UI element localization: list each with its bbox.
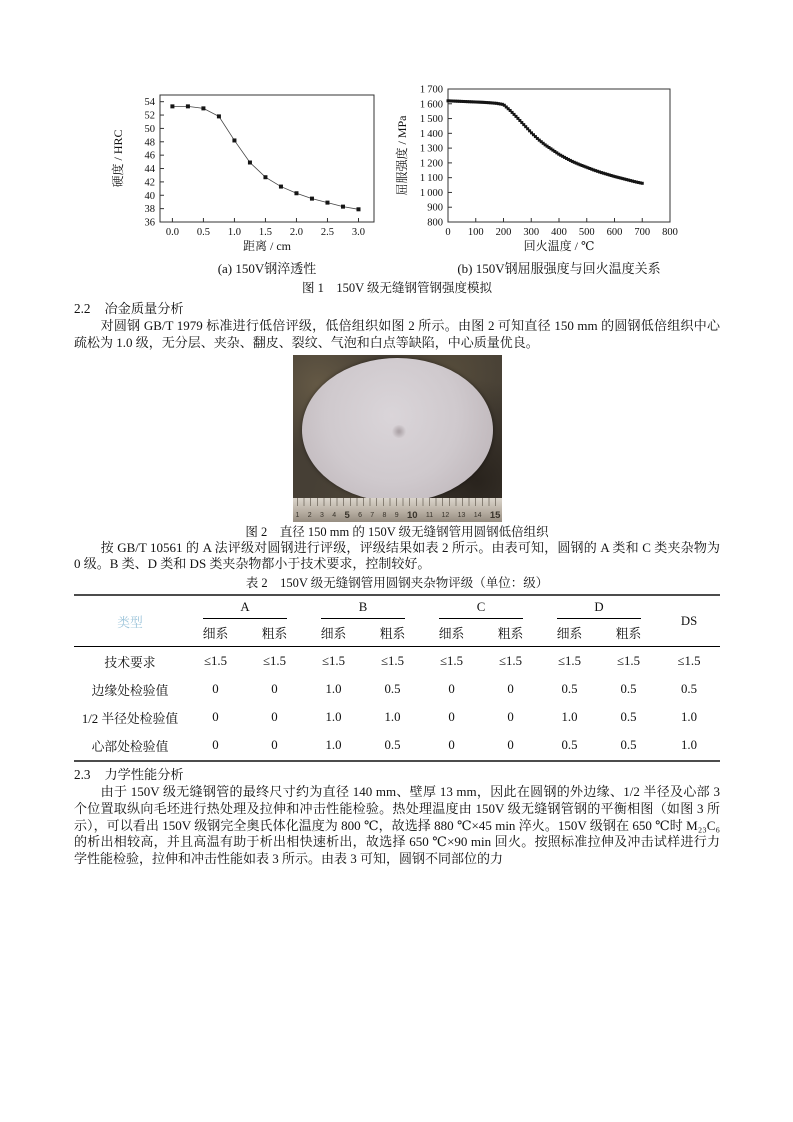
svg-text:48: 48	[144, 137, 155, 149]
svg-text:700: 700	[634, 227, 651, 238]
section-title: 力学性能分析	[104, 766, 184, 782]
yield-strength-chart	[394, 84, 684, 262]
svg-text:1.0: 1.0	[227, 227, 241, 238]
cell: 0.5	[620, 738, 637, 753]
row-label: 心部处检验值	[91, 740, 169, 755]
table-row	[74, 704, 720, 732]
ruler-tick-marks	[297, 498, 498, 506]
svg-text:38: 38	[144, 204, 155, 216]
ruler-number: 7	[370, 511, 375, 519]
cell: ≤1.5	[499, 653, 523, 668]
chart-b-wrap	[394, 84, 684, 276]
svg-text:900: 900	[427, 202, 443, 214]
svg-text:3.0: 3.0	[351, 227, 366, 238]
cell: 1.0	[561, 710, 578, 725]
section-number: 2.3	[74, 766, 91, 782]
svg-text:1 700: 1 700	[419, 84, 443, 96]
cell: 0.5	[384, 681, 401, 696]
subheader: 细系	[186, 619, 245, 647]
svg-text:1.5: 1.5	[258, 227, 273, 238]
cell: 1.0	[384, 710, 401, 725]
subheader: 细系	[540, 619, 599, 647]
column-header-type: 类型	[74, 595, 186, 647]
cell: 0	[507, 710, 514, 725]
table-row	[74, 732, 720, 761]
cell: 0.5	[681, 681, 698, 696]
svg-text:42: 42	[144, 177, 155, 189]
ruler-number: 5	[344, 509, 350, 521]
subheader: 粗系	[599, 619, 658, 647]
cell: 0	[448, 738, 455, 753]
cell: ≤1.5	[617, 653, 641, 668]
svg-text:500: 500	[578, 227, 595, 238]
cell: 0	[271, 681, 278, 696]
hardenability-chart	[110, 90, 390, 262]
subheader: 细系	[422, 619, 481, 647]
cell: 1.0	[681, 738, 698, 753]
table-row	[74, 647, 720, 676]
ruler-number: 6	[358, 511, 362, 519]
page-content	[74, 0, 720, 868]
svg-text:800: 800	[662, 227, 678, 238]
figure1-caption: 图 1 150V 级无缝钢管钢强度模拟	[301, 281, 493, 295]
column-group-C: C	[422, 595, 540, 619]
cell: 0	[507, 738, 514, 753]
column-group-B: B	[304, 595, 422, 619]
column-group-D: D	[540, 595, 658, 619]
ruler-numbers	[296, 510, 501, 521]
ruler-number: 9	[394, 511, 399, 519]
ruler-number: 13	[457, 511, 466, 519]
cell: 1.0	[325, 710, 342, 725]
cell: ≤1.5	[262, 653, 287, 668]
table2-caption: 表 2 150V 级无缝钢管用圆钢夹杂物评级（单位：级）	[245, 576, 549, 591]
svg-text:36: 36	[144, 217, 155, 229]
svg-text:40: 40	[144, 190, 155, 202]
column-header-DS: DS	[658, 595, 720, 647]
svg-text:1 400: 1 400	[419, 128, 443, 140]
svg-text:200: 200	[495, 227, 512, 238]
ruler-number: 3	[319, 511, 324, 519]
svg-text:400: 400	[551, 227, 567, 238]
subheader: 细系	[304, 619, 363, 647]
subheader: 粗系	[481, 619, 540, 647]
cell: 0	[271, 710, 278, 725]
cell: 0	[212, 710, 219, 725]
cell: ≤1.5	[558, 653, 582, 668]
column-group-A: A	[186, 595, 304, 619]
cell: ≤1.5	[203, 653, 228, 668]
svg-text:0.0: 0.0	[165, 227, 179, 238]
svg-text:硬度 / HRC: 硬度 / HRC	[111, 129, 125, 188]
ruler-number: 4	[332, 511, 337, 519]
section-heading-2-2	[74, 300, 720, 317]
svg-text:100: 100	[467, 227, 484, 238]
row-label: 技术要求	[104, 655, 156, 670]
ruler-number: 10	[407, 509, 418, 521]
svg-text:800: 800	[427, 217, 443, 229]
svg-text:2.0: 2.0	[289, 227, 304, 238]
cell: 0.5	[620, 710, 637, 725]
cell: 0	[212, 738, 219, 753]
ruler-number: 8	[382, 511, 387, 519]
svg-text:2.5: 2.5	[320, 227, 335, 238]
svg-text:52: 52	[144, 110, 155, 122]
cell: 0.5	[561, 738, 578, 753]
svg-text:50: 50	[144, 123, 155, 135]
svg-text:44: 44	[144, 164, 155, 176]
ruler-number: 12	[441, 511, 450, 519]
chart-b-caption: (b) 150V钢屈服强度与回火温度关系	[457, 261, 661, 276]
subheader: 粗系	[245, 619, 304, 647]
section-number: 2.2	[74, 301, 91, 316]
paragraph-inclusion-rating: 按 GB/T 10561 的 A 法评级对圆钢进行评级，评级结果如表 2 所示。由表可知，圆钢的 A 类和 C 类夹杂物为 0 级。B 类、D 类和 DS 类夹杂物都小于技术要求，控制较好。	[74, 539, 720, 572]
svg-text:1 300: 1 300	[419, 143, 443, 155]
macrostructure-photo	[293, 355, 502, 522]
svg-text:1 100: 1 100	[419, 173, 443, 185]
cell: 0	[448, 681, 455, 696]
cell: 0.5	[384, 738, 401, 753]
cell: 0	[448, 710, 455, 725]
row-label: 1/2 半径处检验值	[81, 712, 179, 727]
cell: 1.0	[325, 681, 342, 696]
ruler	[293, 498, 502, 522]
svg-text:0.5: 0.5	[196, 227, 210, 238]
svg-text:46: 46	[144, 150, 155, 162]
ruler-number: 15	[489, 509, 501, 521]
cell: 0	[507, 681, 514, 696]
table-header-row-groups	[74, 595, 720, 619]
disc-center-mark	[391, 425, 407, 438]
svg-text:1 000: 1 000	[419, 187, 443, 199]
cell: 0	[212, 681, 219, 696]
cell: 1.0	[325, 738, 342, 753]
cell: ≤1.5	[440, 653, 464, 668]
svg-text:1 600: 1 600	[419, 99, 443, 111]
section-title: 冶金质量分析	[104, 301, 184, 316]
svg-text:1 500: 1 500	[419, 114, 443, 126]
svg-text:300: 300	[523, 227, 540, 238]
cell: ≤1.5	[677, 653, 701, 668]
svg-text:0: 0	[445, 227, 451, 238]
inclusion-rating-table	[74, 594, 720, 762]
cell: 1.0	[681, 710, 698, 725]
cell: ≤1.5	[321, 653, 346, 668]
figure1-block	[74, 0, 720, 296]
ruler-number: 14	[473, 511, 482, 519]
paragraph-macrostructure: 对圆钢 GB/T 1979 标准进行低倍评级，低倍组织如图 2 所示。由图 2 可知直径 150 mm 的圆钢低倍组织中心疏松为 1.0 级，无分层、夹杂、翻皮、裂纹、气泡和白点等缺陷，中心质量优良。	[74, 318, 720, 350]
table-row	[74, 675, 720, 703]
subheader: 粗系	[363, 619, 422, 647]
figure2-caption: 图 2 直径 150 mm 的 150V 级无缝钢管用圆钢低倍组织	[245, 524, 549, 539]
svg-text:54: 54	[144, 97, 155, 109]
paragraph-mechanical-properties: 由于 150V 级无缝钢管的最终尺寸约为直径 140 mm、壁厚 13 mm，因此在圆钢的外边缘、1/2 半径及心部 3 个位置取纵向毛坯进行热处理及拉伸和冲击性能检验。热处理温度由 150V 级无缝钢管钢的平衡相图（如图 3 所示），可以看出 150V 级钢完全奥氏体化温度为 800 ℃，故选择 880 ℃×45 min 淬火。150V 级钢在 650 ℃时 M₂₃C₆ 的析出相较高，并且高温有助于析出相快速析出，故选择 650 ℃×90 min 回火。按照标准拉伸及冲击试样进行力学性能检验，拉伸和冲击性能如表 3 所示。由表 3 可知，圆钢不同部位的力	[74, 783, 720, 867]
ruler-number: 11	[425, 511, 434, 519]
cell: 0.5	[620, 681, 637, 696]
svg-text:600: 600	[606, 227, 623, 238]
cell: 0.5	[561, 681, 578, 696]
cell: 0	[271, 738, 278, 753]
svg-text:屈服强度 / MPa: 屈服强度 / MPa	[395, 115, 409, 196]
svg-text:1 200: 1 200	[419, 158, 443, 170]
section-heading-2-3	[74, 766, 720, 783]
cell: ≤1.5	[380, 653, 405, 668]
svg-text:回火温度 / ℃: 回火温度 / ℃	[523, 239, 595, 253]
svg-text:距离 / cm: 距离 / cm	[243, 239, 291, 253]
ruler-number: 1	[295, 511, 300, 519]
row-label: 边缘处检验值	[91, 683, 169, 698]
chart-a-caption: (a) 150V钢淬透性	[217, 261, 317, 276]
ruler-number: 2	[307, 511, 312, 519]
chart-a-wrap	[110, 90, 390, 276]
